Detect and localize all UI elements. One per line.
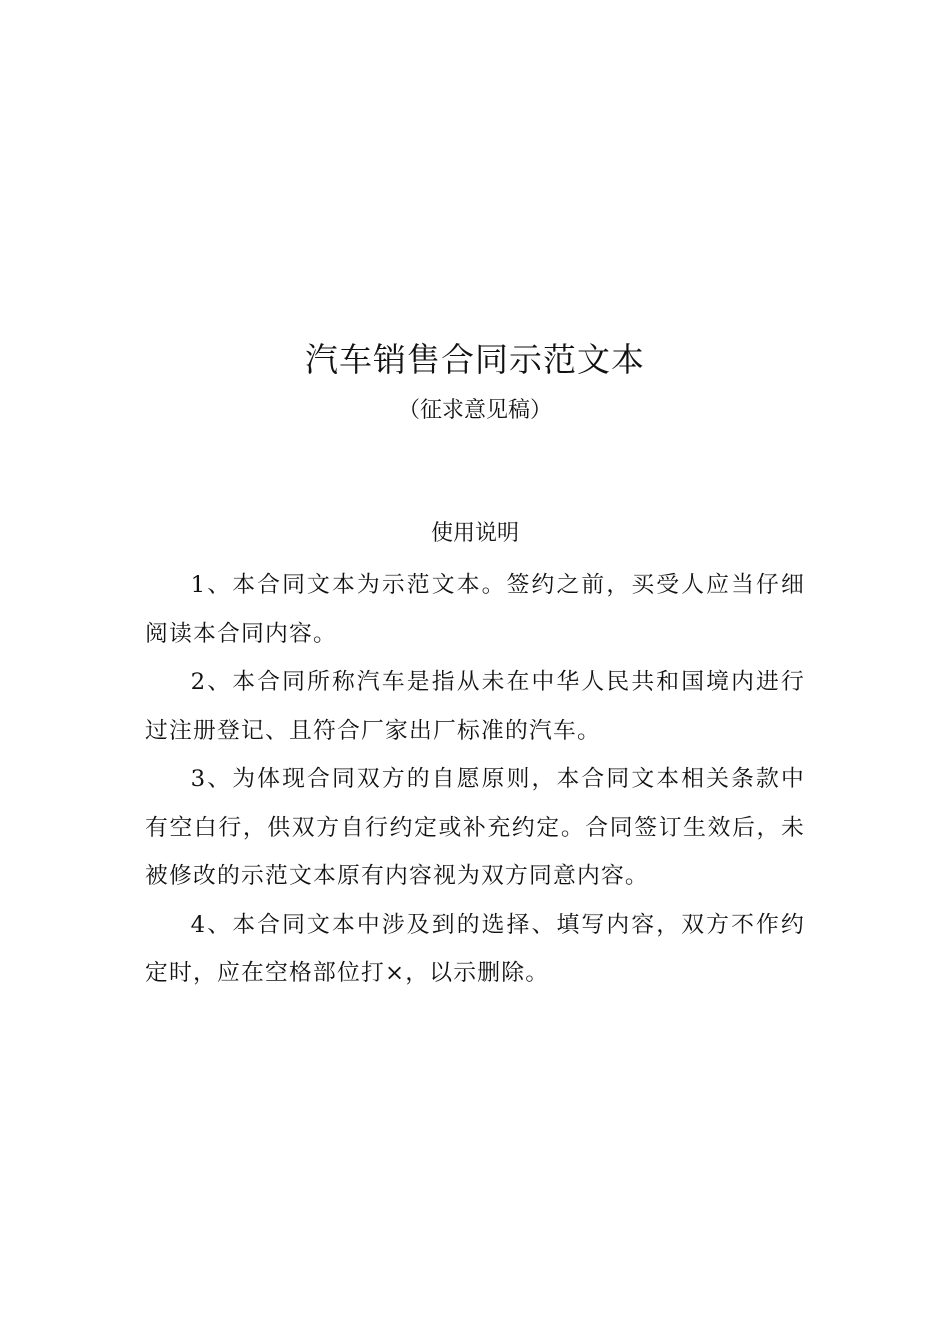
document-subtitle: （征求意见稿） xyxy=(397,398,552,423)
instruction-paragraph-4: 4、本合同文本中涉及到的选择、填写内容，双方不作约定时，应在空格部位打×，以示删除。 xyxy=(145,911,805,986)
instruction-paragraph-3: 3、为体现合同双方的自愿原则，本合同文本相关条款中有空白行，供双方自行约定或补充约定。合同签订生效后，未被修改的示范文本原有内容视为双方同意内容。 xyxy=(145,766,805,889)
instruction-paragraph-1: 1、本合同文本为示范文本。签约之前，买受人应当仔细阅读本合同内容。 xyxy=(145,572,805,647)
document-title: 汽车销售合同示范文本 xyxy=(305,340,645,379)
usage-instructions-heading: 使用说明 xyxy=(430,521,519,546)
instruction-paragraph-2: 2、本合同所称汽车是指从未在中华人民共和国境内进行过注册登记、且符合厂家出厂标准的汽车。 xyxy=(145,669,805,744)
instructions-body xyxy=(145,561,805,998)
